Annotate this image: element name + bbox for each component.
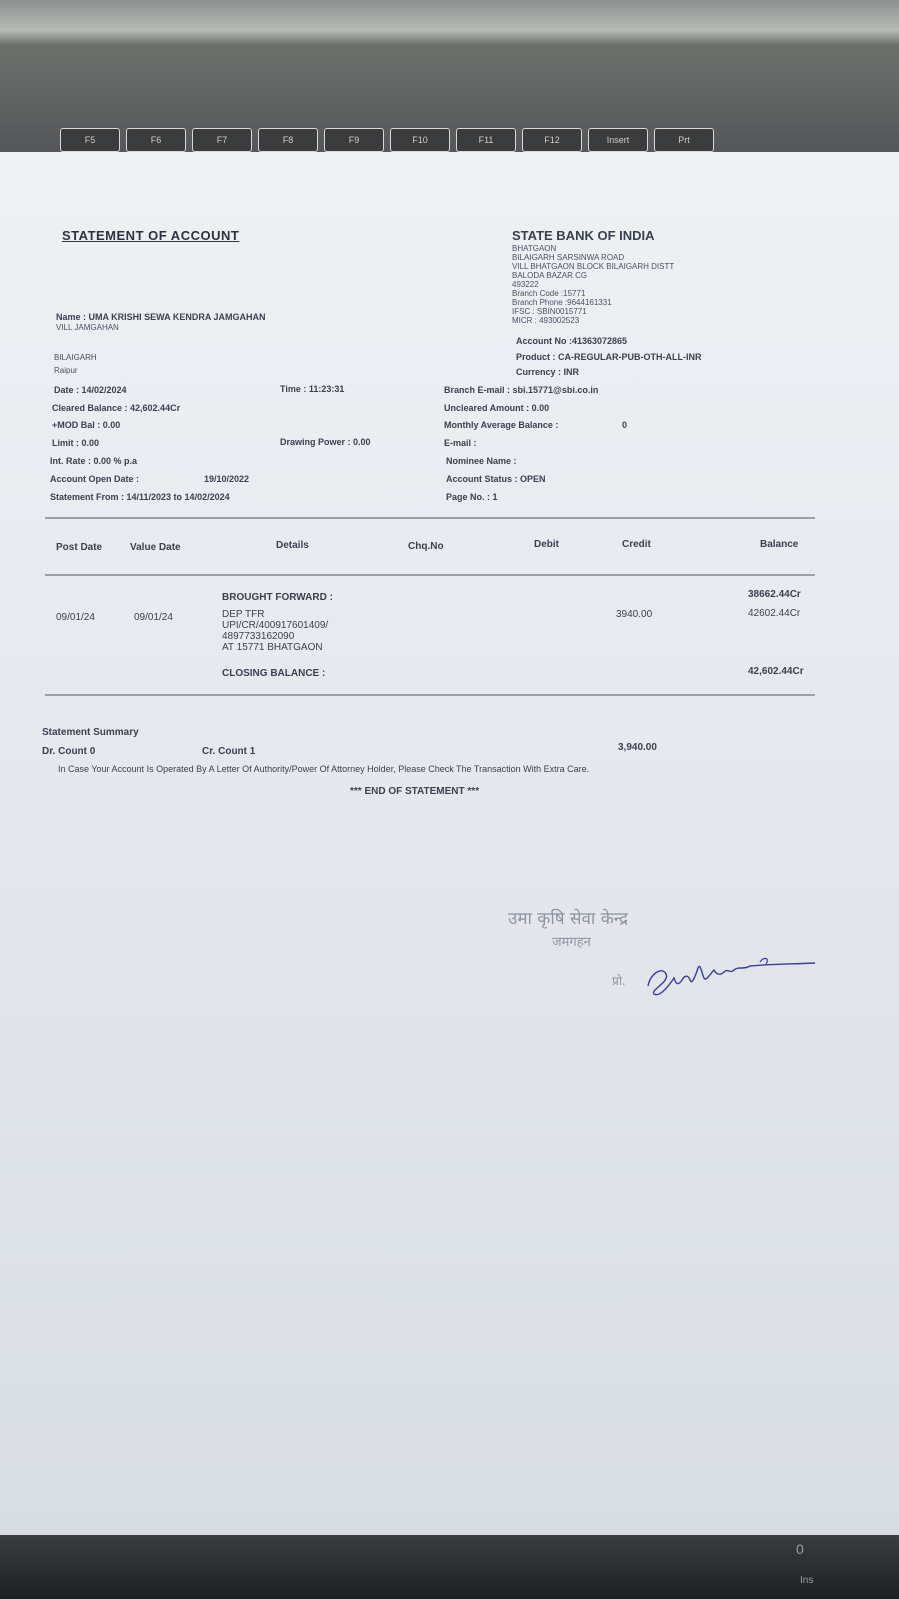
monthly-average-balance-label: Monthly Average Balance : bbox=[444, 420, 559, 430]
bank-address-line: Branch Code :15771 bbox=[512, 289, 586, 298]
statement-time: Time : 11:23:31 bbox=[280, 384, 345, 394]
column-header-chq-no: Chq.No bbox=[408, 541, 444, 552]
column-header-credit: Credit bbox=[622, 539, 651, 550]
column-header-details: Details bbox=[276, 540, 309, 551]
end-of-statement: *** END OF STATEMENT *** bbox=[350, 786, 480, 797]
details-line: UPI/CR/400917601409/ bbox=[222, 620, 329, 631]
debit-count: Dr. Count 0 bbox=[42, 746, 96, 757]
customer-name: Name : UMA KRISHI SEWA KENDRA JAMGAHAN bbox=[56, 312, 266, 322]
stamp-line: उमा कृषि सेवा केन्द्र bbox=[508, 909, 629, 929]
uncleared-amount: Uncleared Amount : 0.00 bbox=[444, 403, 550, 413]
limit: Limit : 0.00 bbox=[52, 438, 100, 448]
column-header-post-date: Post Date bbox=[56, 542, 103, 553]
keyboard-key: Insert bbox=[588, 128, 648, 152]
details-cell bbox=[222, 609, 328, 653]
closing-balance: 42,602.44Cr bbox=[748, 666, 804, 677]
product: Product : CA-REGULAR-PUB-OTH-ALL-INR bbox=[516, 352, 702, 362]
keyboard-key-ins: Ins bbox=[800, 1575, 814, 1586]
bank-address-line: VILL BHATGAON BLOCK BILAIGARH DISTT bbox=[512, 262, 675, 271]
bank-address-line: MICR : 493002523 bbox=[512, 316, 580, 325]
statement-paper bbox=[0, 152, 899, 1538]
account-status: Account Status : OPEN bbox=[446, 474, 546, 484]
column-header-debit: Debit bbox=[534, 539, 559, 550]
bank-address bbox=[512, 244, 674, 325]
statement-period: Statement From : 14/11/2023 to 14/02/2024 bbox=[50, 492, 230, 502]
credit-count: Cr. Count 1 bbox=[202, 746, 256, 757]
bank-address-line: BILAIGARH SARSINWA ROAD bbox=[512, 253, 625, 262]
column-header-value-date: Value Date bbox=[130, 542, 181, 553]
column-header-balance: Balance bbox=[760, 539, 799, 550]
function-key-row bbox=[60, 128, 899, 150]
closing-balance-label: CLOSING BALANCE : bbox=[222, 668, 326, 679]
divider bbox=[45, 574, 815, 576]
customer-city: BILAIGARH bbox=[54, 353, 97, 362]
monthly-average-balance: 0 bbox=[622, 420, 628, 430]
keyboard-key: F9 bbox=[324, 128, 384, 152]
keyboard-key: F6 bbox=[126, 128, 186, 152]
details-line: AT 15771 BHATGAON bbox=[222, 642, 323, 653]
keyboard-key: F8 bbox=[258, 128, 318, 152]
bank-address-line: Branch Phone :9644161331 bbox=[512, 298, 612, 307]
keyboard-key-zero: 0 bbox=[796, 1541, 804, 1557]
currency: Currency : INR bbox=[516, 367, 580, 377]
brought-forward-balance: 38662.44Cr bbox=[748, 589, 801, 600]
branch-email: Branch E-mail : sbi.15771@sbi.co.in bbox=[444, 385, 599, 395]
value-date-cell: 09/01/24 bbox=[134, 612, 173, 623]
summary-heading: Statement Summary bbox=[42, 727, 139, 738]
credit-total: 3,940.00 bbox=[618, 742, 657, 753]
keyboard-key: F12 bbox=[522, 128, 582, 152]
account-open-date: 19/10/2022 bbox=[204, 474, 250, 484]
page-number: Page No. : 1 bbox=[446, 492, 498, 502]
bank-address-line: IFSC : SBIN0015771 bbox=[512, 307, 587, 316]
divider bbox=[45, 694, 815, 696]
bank-address-line: BALODA BAZAR CG bbox=[512, 271, 588, 280]
stamp-prefix: प्रो. bbox=[612, 974, 626, 988]
details-line: DEP TFR bbox=[222, 609, 265, 620]
brought-forward-label: BROUGHT FORWARD : bbox=[222, 592, 333, 603]
bank-address-line: 493222 bbox=[512, 280, 539, 289]
stamp-line: जमगहन bbox=[552, 935, 591, 950]
keyboard-key: F10 bbox=[390, 128, 450, 152]
customer-state: Raipur bbox=[54, 366, 78, 375]
drawing-power: Drawing Power : 0.00 bbox=[280, 437, 371, 447]
signature bbox=[640, 944, 820, 1004]
statement-date: Date : 14/02/2024 bbox=[54, 385, 127, 395]
statement-title: STATEMENT OF ACCOUNT bbox=[62, 228, 240, 243]
keyboard-key: Prt bbox=[654, 128, 714, 152]
interest-rate: Int. Rate : 0.00 % p.a bbox=[50, 456, 138, 466]
bank-address-line: BHATGAON bbox=[512, 244, 557, 253]
nominee-name: Nominee Name : bbox=[446, 456, 517, 466]
email: E-mail : bbox=[444, 438, 477, 448]
balance-cell: 42602.44Cr bbox=[748, 608, 801, 619]
customer-address-line: VILL JAMGAHAN bbox=[56, 323, 119, 332]
credit-cell: 3940.00 bbox=[616, 609, 653, 620]
keyboard-background bbox=[0, 0, 899, 160]
cleared-balance: Cleared Balance : 42,602.44Cr bbox=[52, 403, 181, 413]
account-number: Account No :41363072865 bbox=[516, 336, 628, 346]
notice-text: In Case Your Account Is Operated By A Letter Of Authority/Power Of Attorney Holder, Please Check The Transaction With Extra Care. bbox=[58, 764, 590, 774]
divider bbox=[45, 517, 815, 519]
keyboard-key: F11 bbox=[456, 128, 516, 152]
keyboard-bottom bbox=[0, 1535, 899, 1599]
post-date-cell: 09/01/24 bbox=[56, 612, 95, 623]
keyboard-key: F7 bbox=[192, 128, 252, 152]
bank-name: STATE BANK OF INDIA bbox=[512, 228, 655, 243]
keyboard-key: F5 bbox=[60, 128, 120, 152]
mod-balance: +MOD Bal : 0.00 bbox=[52, 420, 121, 430]
account-open-date-label: Account Open Date : bbox=[50, 474, 140, 484]
details-line: 4897733162090 bbox=[222, 631, 295, 642]
